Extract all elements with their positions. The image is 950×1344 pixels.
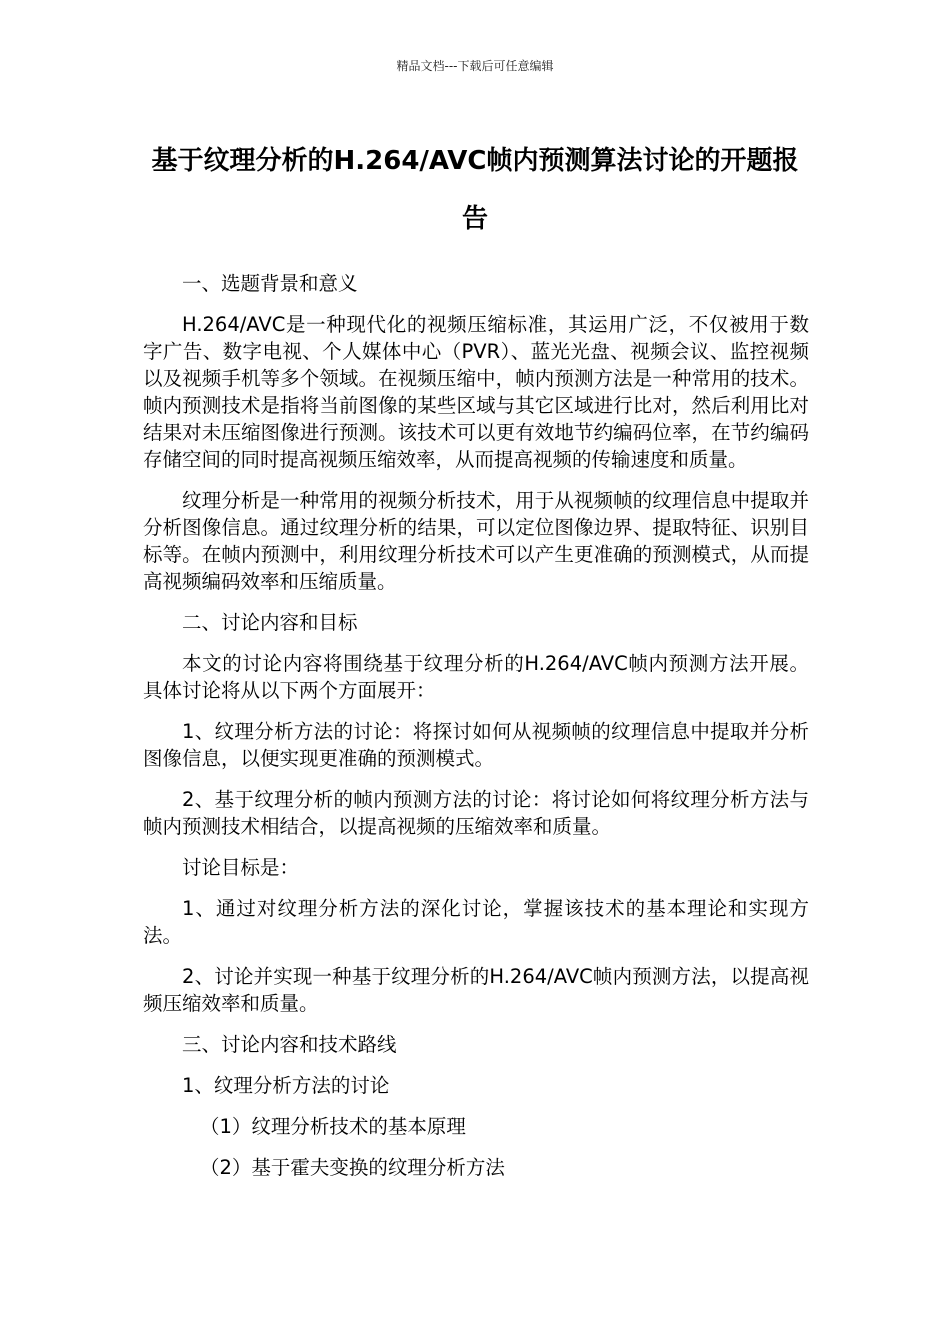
section-heading-content-goals: 二、讨论内容和目标 (182, 611, 358, 634)
paragraph-discussion-scope: 本文的讨论内容将围绕基于纹理分析的H.264/AVC帧内预测方法开展。具体讨论将从以下两个方面展开： (143, 652, 809, 702)
sub-item-basic-principle: （1）纹理分析技术的基本原理 (200, 1115, 466, 1138)
paragraph-h264-intro: H.264/AVC是一种现代化的视频压缩标准，其运用广泛，不仅被用于数字广告、数字电视、个人媒体中心（PVR）、蓝光光盘、视频会议、监控视频以及视频手机等多个领域。在视频压缩中，帧内预测方法是一种常用的技术。帧内预测技术是指将当前图像的某些区域与其它区域进行比对，然后利用比对结果对未压缩图像进行预测。该技术可以更有效地节约编码位率，在节约编码存储空间的同时提高视频压缩效率，从而提高视频的传输速度和质量。 (143, 313, 809, 471)
page-header: 精品文档---下载后可任意编辑 (396, 59, 554, 73)
document-title: 基于纹理分析的H.264/AVC帧内预测算法讨论的开题报告 (151, 146, 799, 234)
paragraph-goals-label: 讨论目标是： (182, 856, 300, 879)
section-heading-technical-route: 三、讨论内容和技术路线 (182, 1033, 397, 1056)
list-item-goal-theory: 1、通过对纹理分析方法的深化讨论，掌握该技术的基本理论和实现方法。 (143, 897, 809, 947)
list-item-goal-implementation: 2、讨论并实现一种基于纹理分析的H.264/AVC帧内预测方法，以提高视频压缩效率和质量。 (143, 965, 809, 1015)
document-body (143, 270, 809, 1195)
section-heading-background: 一、选题背景和意义 (182, 272, 358, 295)
list-item-texture-method: 1、纹理分析方法的讨论：将探讨如何从视频帧的纹理信息中提取并分析图像信息，以便实现更准确的预测模式。 (143, 720, 809, 770)
subsection-heading-texture-method: 1、纹理分析方法的讨论 (182, 1074, 390, 1097)
list-item-intra-prediction-method: 2、基于纹理分析的帧内预测方法的讨论：将讨论如何将纹理分析方法与帧内预测技术相结合，以提高视频的压缩效率和质量。 (143, 788, 809, 838)
sub-item-hough-transform: （2）基于霍夫变换的纹理分析方法 (200, 1156, 505, 1179)
paragraph-texture-analysis: 纹理分析是一种常用的视频分析技术，用于从视频帧的纹理信息中提取并分析图像信息。通过纹理分析的结果，可以定位图像边界、提取特征、识别目标等。在帧内预测中，利用纹理分析技术可以产生更准确的预测模式，从而提高视频编码效率和压缩质量。 (143, 489, 809, 593)
